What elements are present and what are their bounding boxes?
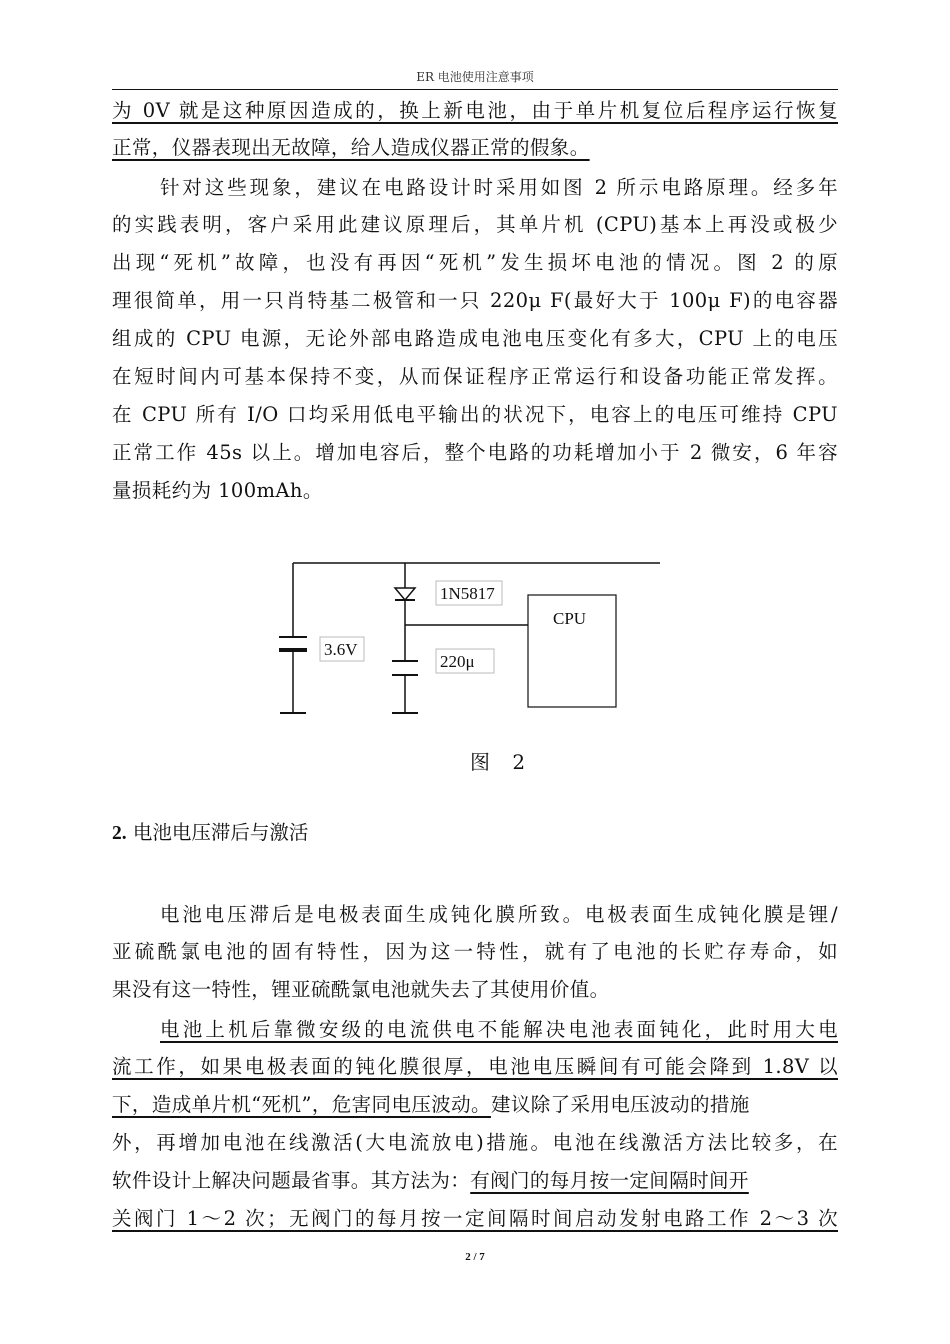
para3-line: 果没有这一特性，锂亚硫酰氯电池就失去了其使用价值。 <box>112 978 610 1001</box>
para2-line: 量损耗约为 100mAh。 <box>112 479 323 502</box>
figure-caption: 图 2 <box>470 750 526 774</box>
section-title: 电池电压滞后与激活 <box>132 821 309 844</box>
para2-line: 的实践表明，客户采用此建议原理后，其单片机 (CPU)基本上再没或极少 <box>112 213 838 236</box>
para2-line: 理很简单，用一只肖特基二极管和一只 220μ F(最好大于 100μ F)的电容器 <box>112 289 838 312</box>
section-number: 2. <box>112 823 127 844</box>
underlined-text: 电池上机后靠微安级的电流供电不能解决电池表面钝化，此时用大电 <box>160 1018 838 1041</box>
plain-text: 建议除了采用电压波动的措施 <box>490 1093 750 1116</box>
para4-line <box>112 1055 838 1079</box>
underlined-text: 正常，仪器表现出无故障，给人造成仪器正常的假象。 <box>112 136 590 159</box>
plain-text: 软件设计上解决问题最省事。其方法为： <box>112 1169 471 1192</box>
para4-line <box>112 1207 838 1231</box>
para2-line: 针对这些现象，建议在电路设计时采用如图 2 所示电路原理。经多年 <box>160 176 838 199</box>
para2-line: 出现“死机”故障，也没有再因“死机”发生损坏电池的情况。图 2 的原 <box>112 251 838 274</box>
underlined-text: 为 0V 就是这种原因造成的，换上新电池，由于单片机复位后程序运行恢复 <box>112 99 838 122</box>
diode-symbol <box>395 588 415 600</box>
section-heading <box>112 821 308 846</box>
para3-line: 亚硫酰氯电池的固有特性，因为这一特性，就有了电池的长贮存寿命，如 <box>112 940 838 963</box>
cpu-label: CPU <box>553 609 587 628</box>
page-header: ER 电池使用注意事项 <box>416 70 534 84</box>
underlined-text: 流工作，如果电极表面的钝化膜很厚，电池电压瞬间有可能会降到 1.8V 以 <box>112 1055 838 1078</box>
battery-label: 3.6V <box>324 640 358 659</box>
para2-line: 正常工作 45s 以上。增加电容后，整个电路的功耗增加小于 2 微安，6 年容 <box>112 441 838 464</box>
page-number: 2 / 7 <box>465 1251 485 1263</box>
para4-line <box>112 1093 750 1117</box>
para4-line <box>160 1018 838 1042</box>
para2-line: 在短时间内可基本保持不变，从而保证程序正常运行和设备功能正常发挥。 <box>112 365 838 388</box>
underlined-text: 有阀门的每月按一定间隔时间开 <box>470 1169 749 1192</box>
para2-line: 组成的 CPU 电源，无论外部电路造成电池电压变化有多大，CPU 上的电压 <box>112 327 838 350</box>
para4-line <box>112 1169 749 1193</box>
underlined-text: 下，造成单片机“死机”，危害同电压波动。 <box>112 1093 491 1116</box>
para2-line: 在 CPU 所有 I/O 口均采用低电平输出的状况下，电容上的电压可维持 CPU <box>112 403 838 426</box>
underlined-text: 关阀门 1～2 次；无阀门的每月按一定间隔时间启动发射电路工作 2～3 次 <box>112 1207 838 1230</box>
para4-line: 外，再增加电池在线激活(大电流放电)措施。电池在线激活方法比较多，在 <box>112 1131 838 1154</box>
capacitor-label: 220μ <box>440 652 475 671</box>
diode-label: 1N5817 <box>440 584 495 603</box>
para3-line: 电池电压滞后是电极表面生成钝化膜所致。电极表面生成钝化膜是锂/ <box>160 903 838 926</box>
